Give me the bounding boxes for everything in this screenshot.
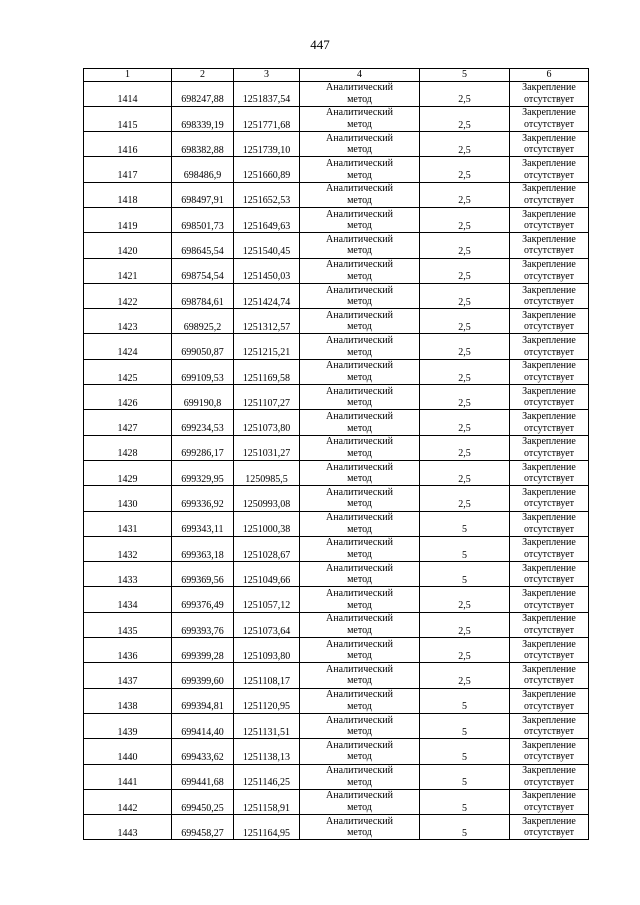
fixing-cell: Закрепление отсутствует — [510, 815, 589, 840]
point-number-cell: 1435 — [84, 612, 172, 637]
point-number-cell: 1414 — [84, 81, 172, 106]
accuracy-cell: 5 — [420, 536, 510, 561]
fixing-cell: Закрепление отсутствует — [510, 233, 589, 258]
accuracy-cell: 2,5 — [420, 486, 510, 511]
y-coordinate-cell: 1251093,80 — [234, 638, 300, 663]
x-coordinate-cell: 699441,68 — [172, 764, 234, 789]
accuracy-cell: 2,5 — [420, 81, 510, 106]
point-number-cell: 1417 — [84, 157, 172, 182]
fixing-cell: Закрепление отсутствует — [510, 182, 589, 207]
column-header-4: 4 — [300, 69, 420, 82]
accuracy-cell: 5 — [420, 764, 510, 789]
column-header-3: 3 — [234, 69, 300, 82]
fixing-cell: Закрепление отсутствует — [510, 638, 589, 663]
fixing-cell: Закрепление отсутствует — [510, 688, 589, 713]
fixing-cell: Закрепление отсутствует — [510, 410, 589, 435]
column-header-5: 5 — [420, 69, 510, 82]
method-cell: Аналитический метод — [300, 460, 420, 485]
point-number-cell: 1436 — [84, 638, 172, 663]
method-cell: Аналитический метод — [300, 283, 420, 308]
accuracy-cell: 2,5 — [420, 182, 510, 207]
x-coordinate-cell: 699394,81 — [172, 688, 234, 713]
accuracy-cell: 2,5 — [420, 157, 510, 182]
point-number-cell: 1441 — [84, 764, 172, 789]
x-coordinate-cell: 699399,28 — [172, 638, 234, 663]
x-coordinate-cell: 699343,11 — [172, 511, 234, 536]
method-cell: Аналитический метод — [300, 182, 420, 207]
method-cell: Аналитический метод — [300, 612, 420, 637]
y-coordinate-cell: 1251660,89 — [234, 157, 300, 182]
method-cell: Аналитический метод — [300, 688, 420, 713]
table-row — [84, 385, 589, 410]
table-row — [84, 764, 589, 789]
x-coordinate-cell: 699329,95 — [172, 460, 234, 485]
y-coordinate-cell: 1251108,17 — [234, 663, 300, 688]
method-cell: Аналитический метод — [300, 815, 420, 840]
x-coordinate-cell: 699050,87 — [172, 334, 234, 359]
table-row — [84, 688, 589, 713]
x-coordinate-cell: 699286,17 — [172, 435, 234, 460]
table-row — [84, 132, 589, 157]
point-number-cell: 1423 — [84, 309, 172, 334]
table-row — [84, 410, 589, 435]
table-row — [84, 157, 589, 182]
x-coordinate-cell: 699336,92 — [172, 486, 234, 511]
accuracy-cell: 2,5 — [420, 410, 510, 435]
y-coordinate-cell: 1251073,80 — [234, 410, 300, 435]
y-coordinate-cell: 1251652,53 — [234, 182, 300, 207]
point-number-cell: 1427 — [84, 410, 172, 435]
method-cell: Аналитический метод — [300, 562, 420, 587]
column-header-6: 6 — [510, 69, 589, 82]
x-coordinate-cell: 698247,88 — [172, 81, 234, 106]
method-cell: Аналитический метод — [300, 81, 420, 106]
x-coordinate-cell: 699369,56 — [172, 562, 234, 587]
point-number-cell: 1425 — [84, 359, 172, 384]
accuracy-cell: 2,5 — [420, 612, 510, 637]
accuracy-cell: 2,5 — [420, 663, 510, 688]
header-row — [84, 69, 589, 82]
x-coordinate-cell: 698645,54 — [172, 233, 234, 258]
y-coordinate-cell: 1251131,51 — [234, 713, 300, 738]
x-coordinate-cell: 699414,40 — [172, 713, 234, 738]
table-row — [84, 562, 589, 587]
point-number-cell: 1443 — [84, 815, 172, 840]
fixing-cell: Закрепление отсутствует — [510, 612, 589, 637]
x-coordinate-cell: 699234,53 — [172, 410, 234, 435]
table-row — [84, 106, 589, 131]
fixing-cell: Закрепление отсутствует — [510, 486, 589, 511]
x-coordinate-cell: 698382,88 — [172, 132, 234, 157]
point-number-cell: 1442 — [84, 789, 172, 814]
point-number-cell: 1422 — [84, 283, 172, 308]
x-coordinate-cell: 698754,54 — [172, 258, 234, 283]
accuracy-cell: 2,5 — [420, 283, 510, 308]
method-cell: Аналитический метод — [300, 385, 420, 410]
y-coordinate-cell: 1251540,45 — [234, 233, 300, 258]
point-number-cell: 1438 — [84, 688, 172, 713]
accuracy-cell: 2,5 — [420, 334, 510, 359]
fixing-cell: Закрепление отсутствует — [510, 764, 589, 789]
x-coordinate-cell: 698925,2 — [172, 309, 234, 334]
method-cell: Аналитический метод — [300, 713, 420, 738]
y-coordinate-cell: 1251000,38 — [234, 511, 300, 536]
method-cell: Аналитический метод — [300, 233, 420, 258]
fixing-cell: Закрепление отсутствует — [510, 587, 589, 612]
fixing-cell: Закрепление отсутствует — [510, 536, 589, 561]
column-header-1: 1 — [84, 69, 172, 82]
table-row — [84, 460, 589, 485]
coordinates-table — [83, 68, 589, 840]
y-coordinate-cell: 1251649,63 — [234, 207, 300, 232]
y-coordinate-cell: 1251424,74 — [234, 283, 300, 308]
x-coordinate-cell: 699190,8 — [172, 385, 234, 410]
point-number-cell: 1415 — [84, 106, 172, 131]
accuracy-cell: 5 — [420, 688, 510, 713]
point-number-cell: 1439 — [84, 713, 172, 738]
y-coordinate-cell: 1251450,03 — [234, 258, 300, 283]
y-coordinate-cell: 1251120,95 — [234, 688, 300, 713]
point-number-cell: 1440 — [84, 739, 172, 764]
table-body — [84, 81, 589, 840]
accuracy-cell: 2,5 — [420, 233, 510, 258]
point-number-cell: 1434 — [84, 587, 172, 612]
fixing-cell: Закрепление отсутствует — [510, 562, 589, 587]
x-coordinate-cell: 698501,73 — [172, 207, 234, 232]
accuracy-cell: 2,5 — [420, 587, 510, 612]
fixing-cell: Закрепление отсутствует — [510, 789, 589, 814]
table-row — [84, 815, 589, 840]
point-number-cell: 1431 — [84, 511, 172, 536]
accuracy-cell: 2,5 — [420, 132, 510, 157]
accuracy-cell: 5 — [420, 739, 510, 764]
table-row — [84, 182, 589, 207]
accuracy-cell: 2,5 — [420, 106, 510, 131]
fixing-cell: Закрепление отсутствует — [510, 739, 589, 764]
y-coordinate-cell: 1250985,5 — [234, 460, 300, 485]
table-row — [84, 81, 589, 106]
x-coordinate-cell: 699399,60 — [172, 663, 234, 688]
method-cell: Аналитический метод — [300, 587, 420, 612]
table-row — [84, 536, 589, 561]
method-cell: Аналитический метод — [300, 106, 420, 131]
table-row — [84, 713, 589, 738]
y-coordinate-cell: 1251215,21 — [234, 334, 300, 359]
x-coordinate-cell: 699363,18 — [172, 536, 234, 561]
accuracy-cell: 2,5 — [420, 385, 510, 410]
method-cell: Аналитический метод — [300, 764, 420, 789]
point-number-cell: 1419 — [84, 207, 172, 232]
point-number-cell: 1426 — [84, 385, 172, 410]
y-coordinate-cell: 1251049,66 — [234, 562, 300, 587]
x-coordinate-cell: 699109,53 — [172, 359, 234, 384]
fixing-cell: Закрепление отсутствует — [510, 309, 589, 334]
y-coordinate-cell: 1251057,12 — [234, 587, 300, 612]
x-coordinate-cell: 698497,91 — [172, 182, 234, 207]
method-cell: Аналитический метод — [300, 638, 420, 663]
point-number-cell: 1430 — [84, 486, 172, 511]
point-number-cell: 1421 — [84, 258, 172, 283]
table-row — [84, 207, 589, 232]
y-coordinate-cell: 1251107,27 — [234, 385, 300, 410]
fixing-cell: Закрепление отсутствует — [510, 207, 589, 232]
point-number-cell: 1418 — [84, 182, 172, 207]
fixing-cell: Закрепление отсутствует — [510, 663, 589, 688]
y-coordinate-cell: 1251739,10 — [234, 132, 300, 157]
y-coordinate-cell: 1251158,91 — [234, 789, 300, 814]
y-coordinate-cell: 1251164,95 — [234, 815, 300, 840]
point-number-cell: 1429 — [84, 460, 172, 485]
point-number-cell: 1433 — [84, 562, 172, 587]
y-coordinate-cell: 1251771,68 — [234, 106, 300, 131]
table-row — [84, 739, 589, 764]
fixing-cell: Закрепление отсутствует — [510, 157, 589, 182]
table-row — [84, 612, 589, 637]
accuracy-cell: 5 — [420, 562, 510, 587]
x-coordinate-cell: 699450,25 — [172, 789, 234, 814]
fixing-cell: Закрепление отсутствует — [510, 713, 589, 738]
fixing-cell: Закрепление отсутствует — [510, 511, 589, 536]
accuracy-cell: 2,5 — [420, 435, 510, 460]
table-row — [84, 486, 589, 511]
method-cell: Аналитический метод — [300, 435, 420, 460]
method-cell: Аналитический метод — [300, 663, 420, 688]
method-cell: Аналитический метод — [300, 410, 420, 435]
fixing-cell: Закрепление отсутствует — [510, 81, 589, 106]
accuracy-cell: 2,5 — [420, 460, 510, 485]
fixing-cell: Закрепление отсутствует — [510, 258, 589, 283]
y-coordinate-cell: 1251031,27 — [234, 435, 300, 460]
table-row — [84, 258, 589, 283]
table-row — [84, 283, 589, 308]
fixing-cell: Закрепление отсутствует — [510, 132, 589, 157]
page-number: 447 — [310, 37, 330, 52]
fixing-cell: Закрепление отсутствует — [510, 106, 589, 131]
accuracy-cell: 2,5 — [420, 638, 510, 663]
table-row — [84, 638, 589, 663]
point-number-cell: 1420 — [84, 233, 172, 258]
table-header — [84, 69, 589, 82]
y-coordinate-cell: 1251028,67 — [234, 536, 300, 561]
method-cell: Аналитический метод — [300, 132, 420, 157]
accuracy-cell: 2,5 — [420, 258, 510, 283]
y-coordinate-cell: 1251169,58 — [234, 359, 300, 384]
point-number-cell: 1428 — [84, 435, 172, 460]
table-row — [84, 511, 589, 536]
fixing-cell: Закрепление отсутствует — [510, 435, 589, 460]
table-row — [84, 309, 589, 334]
method-cell: Аналитический метод — [300, 739, 420, 764]
y-coordinate-cell: 1251837,54 — [234, 81, 300, 106]
method-cell: Аналитический метод — [300, 334, 420, 359]
fixing-cell: Закрепление отсутствует — [510, 283, 589, 308]
fixing-cell: Закрепление отсутствует — [510, 385, 589, 410]
accuracy-cell: 2,5 — [420, 359, 510, 384]
x-coordinate-cell: 699458,27 — [172, 815, 234, 840]
x-coordinate-cell: 698339,19 — [172, 106, 234, 131]
table-row — [84, 334, 589, 359]
method-cell: Аналитический метод — [300, 258, 420, 283]
x-coordinate-cell: 699376,49 — [172, 587, 234, 612]
method-cell: Аналитический метод — [300, 789, 420, 814]
table-row — [84, 435, 589, 460]
fixing-cell: Закрепление отсутствует — [510, 334, 589, 359]
method-cell: Аналитический метод — [300, 511, 420, 536]
table-row — [84, 587, 589, 612]
method-cell: Аналитический метод — [300, 207, 420, 232]
x-coordinate-cell: 699433,62 — [172, 739, 234, 764]
y-coordinate-cell: 1251073,64 — [234, 612, 300, 637]
point-number-cell: 1432 — [84, 536, 172, 561]
y-coordinate-cell: 1251146,25 — [234, 764, 300, 789]
point-number-cell: 1424 — [84, 334, 172, 359]
method-cell: Аналитический метод — [300, 359, 420, 384]
table-row — [84, 233, 589, 258]
y-coordinate-cell: 1250993,08 — [234, 486, 300, 511]
method-cell: Аналитический метод — [300, 309, 420, 334]
accuracy-cell: 2,5 — [420, 207, 510, 232]
table-row — [84, 359, 589, 384]
accuracy-cell: 5 — [420, 713, 510, 738]
method-cell: Аналитический метод — [300, 536, 420, 561]
accuracy-cell: 5 — [420, 789, 510, 814]
fixing-cell: Закрепление отсутствует — [510, 460, 589, 485]
y-coordinate-cell: 1251138,13 — [234, 739, 300, 764]
accuracy-cell: 2,5 — [420, 309, 510, 334]
table-row — [84, 663, 589, 688]
x-coordinate-cell: 699393,76 — [172, 612, 234, 637]
column-header-2: 2 — [172, 69, 234, 82]
point-number-cell: 1437 — [84, 663, 172, 688]
accuracy-cell: 5 — [420, 511, 510, 536]
table-row — [84, 789, 589, 814]
accuracy-cell: 5 — [420, 815, 510, 840]
point-number-cell: 1416 — [84, 132, 172, 157]
x-coordinate-cell: 698486,9 — [172, 157, 234, 182]
x-coordinate-cell: 698784,61 — [172, 283, 234, 308]
method-cell: Аналитический метод — [300, 157, 420, 182]
fixing-cell: Закрепление отсутствует — [510, 359, 589, 384]
method-cell: Аналитический метод — [300, 486, 420, 511]
y-coordinate-cell: 1251312,57 — [234, 309, 300, 334]
